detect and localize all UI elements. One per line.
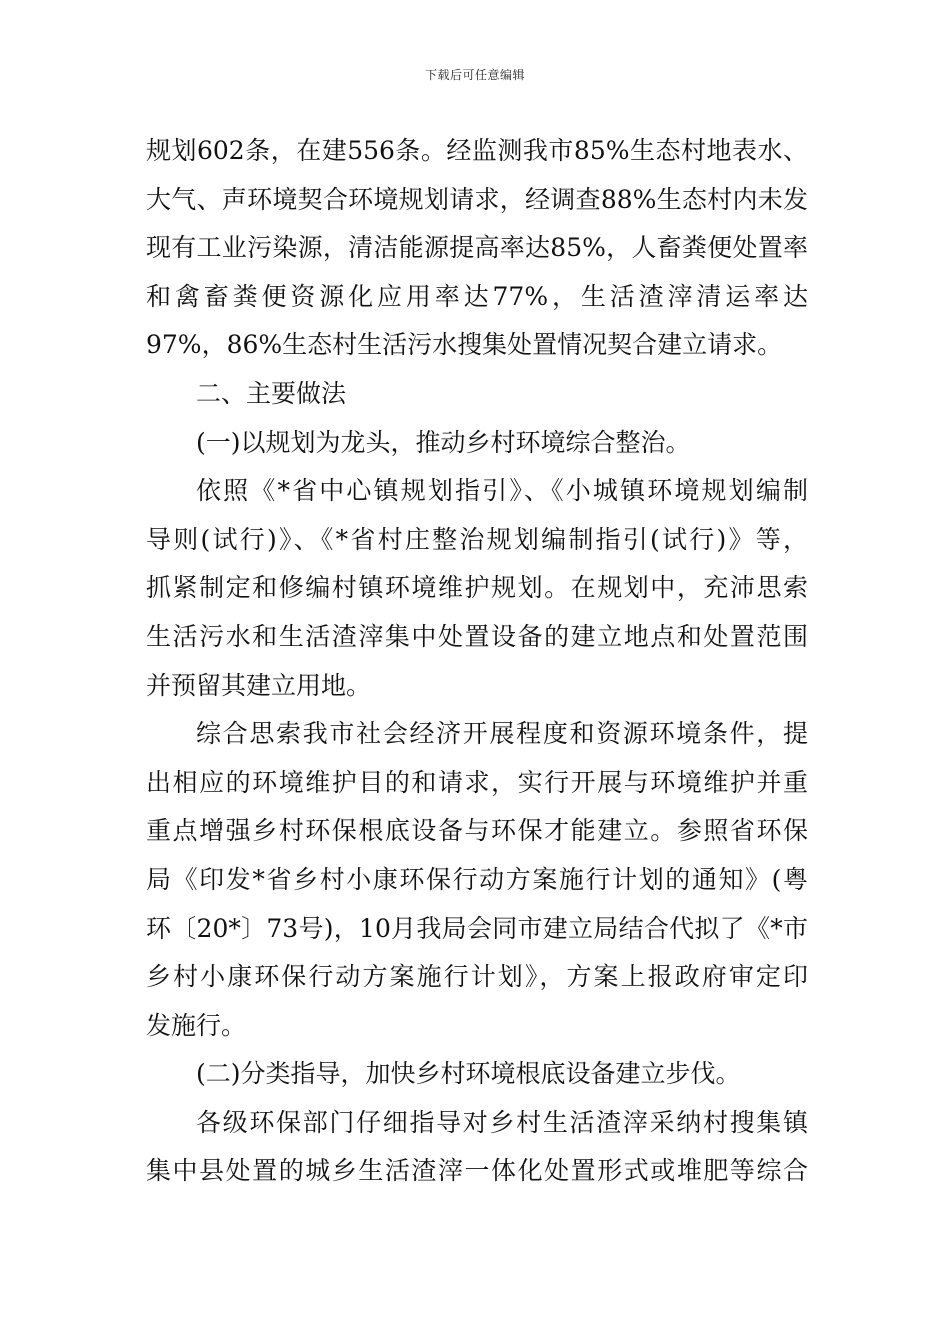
body-line: 97%，86%生态村生活污水搜集处置情况契合建立请求。 bbox=[146, 330, 783, 360]
body-line: 和禽畜粪便资源化应用率达77%，生活渣滓清运率达 bbox=[146, 281, 808, 311]
subsection-heading: (一)以规划为龙头，推动乡村环境综合整治。 bbox=[196, 427, 691, 457]
body-line: 生活污水和生活渣滓集中处置设备的建立地点和处置范围 bbox=[146, 621, 808, 651]
document-body bbox=[146, 127, 808, 1196]
body-line: 并预留其建立用地。 bbox=[146, 670, 372, 700]
section-heading: 二、主要做法 bbox=[196, 378, 347, 408]
body-line: 综合思索我市社会经济开展程度和资源环境条件，提 bbox=[196, 719, 808, 749]
body-line: 环〔20*〕73号)，10月我局会同市建立局结合代拟了《*市 bbox=[146, 913, 808, 943]
body-line: 集中县处置的城乡生活渣滓一体化处置形式或堆肥等综合 bbox=[146, 1156, 808, 1186]
header-note: 下载后可任意编辑 bbox=[424, 68, 525, 82]
body-line: 现有工业污染源，清洁能源提高率达85%，人畜粪便处置率 bbox=[146, 233, 808, 263]
subsection-heading: (二)分类指导，加快乡村环境根底设备建立步伐。 bbox=[196, 1059, 741, 1089]
body-line: 大气、声环境契合环境规划请求，经调查88%生态村内未发 bbox=[146, 184, 808, 214]
body-line: 局《印发*省乡村小康环保行动方案施行计划的通知》(粤 bbox=[146, 864, 808, 894]
body-line: 各级环保部门仔细指导对乡村生活渣滓采纳村搜集镇 bbox=[196, 1107, 808, 1137]
body-line: 规划602条，在建556条。经监测我市85%生态村地表水、 bbox=[146, 136, 808, 165]
body-line: 导则(试行)》、《*省村庄整治规划编制指引(试行)》等， bbox=[146, 524, 808, 554]
body-line: 乡村小康环保行动方案施行计划》，方案上报政府审定印 bbox=[146, 962, 808, 992]
body-line: 抓紧制定和修编村镇环境维护规划。在规划中，充沛思索 bbox=[146, 573, 808, 603]
body-line: 发施行。 bbox=[146, 1010, 247, 1040]
body-line: 依照《*省中心镇规划指引》、《小城镇环境规划编制 bbox=[196, 476, 808, 506]
body-line: 出相应的环境维护目的和请求，实行开展与环境维护并重 bbox=[146, 767, 808, 797]
body-line: 重点增强乡村环保根底设备与环保才能建立。参照省环保 bbox=[146, 816, 808, 846]
